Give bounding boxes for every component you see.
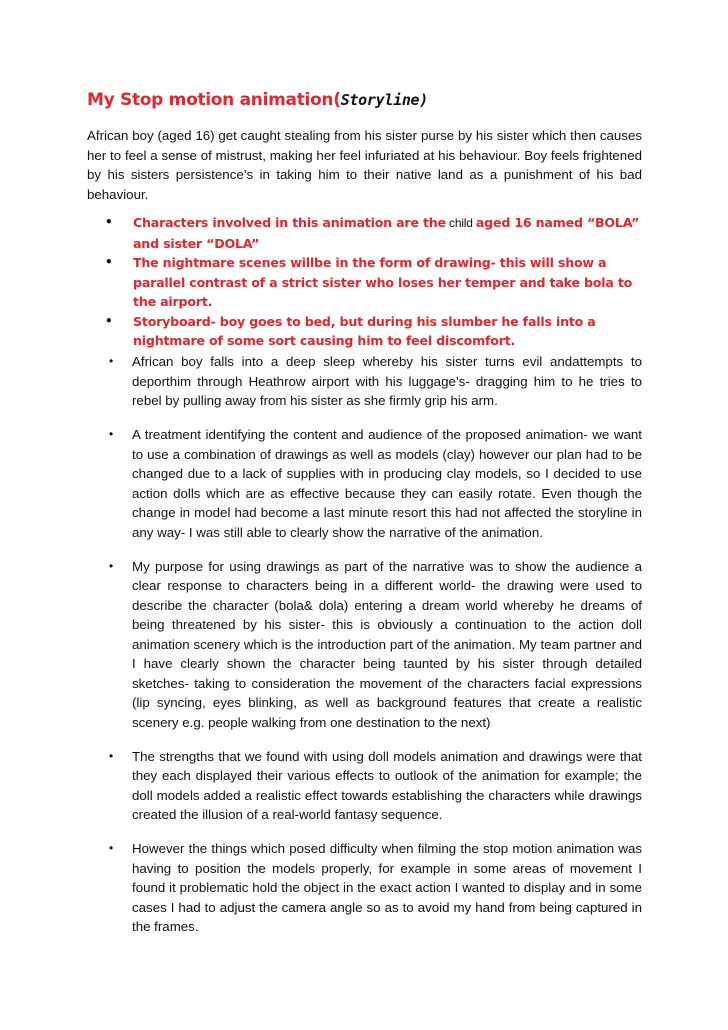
page-title xyxy=(87,90,428,110)
highlight-bullet-item xyxy=(87,253,647,312)
list-item xyxy=(87,747,642,825)
bullet-icon: • xyxy=(105,255,113,269)
body-bullet-list xyxy=(87,352,642,951)
list-item xyxy=(87,557,642,733)
highlight-text-plain: child xyxy=(445,216,476,230)
bullet-icon: • xyxy=(109,354,114,368)
bullet-icon: • xyxy=(109,841,114,855)
highlight-text: Storyboard- boy goes to bed, but during his slumber he falls into a nightmare of some sort causing him to feel discomfort. xyxy=(133,313,596,348)
title-subtitle: Storyline) xyxy=(340,91,429,109)
list-item-text: The strengths that we found with using doll models animation and drawings were that they each displayed their various effects to outlook of the animation for example; the doll models added a realistic effect towards establishing the characters while drawings created the illusion of a real-world fantasy sequence. xyxy=(132,748,642,822)
bullet-icon: • xyxy=(105,313,113,328)
intro-paragraph: African boy (aged 16) get caught stealing from his sister purse by his sister which then causes her to feel a sense of mistrust, making her feel infuriated at his behaviour. Boy feels frightened by his sisters persistence’s in taking him to their native land as a punishment of his bad behaviour. xyxy=(87,128,642,202)
highlight-text-after: aged 16 named “BOLA” and sister “DOLA” xyxy=(133,215,640,251)
bullet-icon: • xyxy=(109,427,114,441)
highlight-bullet-item xyxy=(87,213,647,253)
bullet-icon: • xyxy=(105,215,113,229)
list-item-text: African boy falls into a deep sleep whereby his sister turns evil andattempts to deporthim through Heathrow airport with his luggage’s- dragging him to he tries to rebel by pulling away from his sister as she firmly grip his arm. xyxy=(132,354,642,408)
highlight-text-before: Characters involved in this animation are the xyxy=(133,215,446,230)
bullet-icon: • xyxy=(109,748,114,763)
list-item-text: My purpose for using drawings as part of the narrative was to show the audience a clear response to characters being in a different world- the drawing were used to describe the character (bola& dola) entering a dream world whereby he dreams of being threatened by his sister- this is obviously a continuation to the action doll animation scenery which is the introduction part of the animation. My team partner and I have clearly shown the character being taunted by his sister through detailed sketches- taking to consideration the movement of the characters facial expressions (lip syncing, eyes blinking, as well as background features that create a realistic scenery e.g. people walking from one destination to the next) xyxy=(132,558,642,730)
bullet-icon: • xyxy=(109,558,114,573)
list-item-text: However the things which posed difficulty when filming the stop motion animation was having to position the models properly, for example in some areas of movement I found it problematic hold the object in the exact action I wanted to display and in some cases I had to adjust the camera angle so as to avoid my hand from being captured in the frames. xyxy=(132,841,642,934)
list-item xyxy=(87,425,642,542)
highlight-text: The nightmare scenes willbe in the form of drawing- this will show a parallel contrast of a strict sister who loses her temper and take bola to the airport. xyxy=(133,255,633,309)
title-main: My Stop motion animation( xyxy=(87,90,341,110)
list-item xyxy=(87,352,642,411)
highlight-bullet-list xyxy=(87,213,647,351)
list-item xyxy=(87,839,642,937)
list-item-text: A treatment identifying the content and audience of the proposed animation- we want to use a combination of drawings as well as models (clay) however our plan had to be changed due to a lack of supplies with in producing clay models, so I decided to use action dolls which are as effective because they can easily rotate. Even though the change in model had become a last minute resort this had not affected the storyline in any way- I was still able to clearly show the narrative of the animation. xyxy=(132,427,642,540)
highlight-bullet-item xyxy=(87,312,647,351)
